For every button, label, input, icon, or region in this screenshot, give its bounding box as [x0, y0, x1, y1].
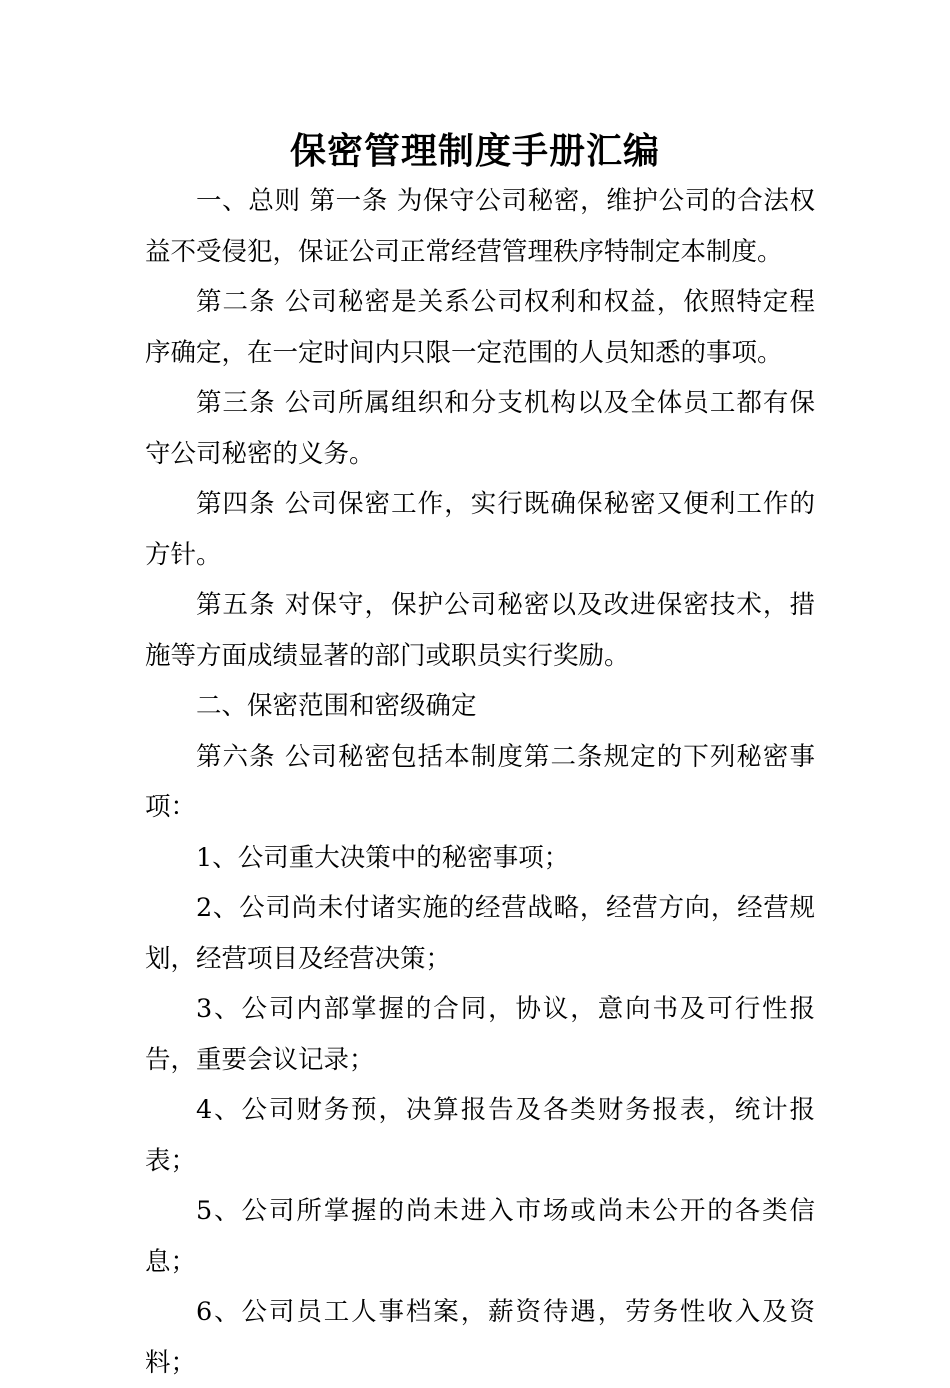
list-item-3: 3、公司内部掌握的合同，协议，意向书及可行性报告，重要会议记录； — [145, 994, 815, 1075]
paragraph-article-5: 第五条 对保守，保护公司秘密以及改进保密技术，措施等方面成绩显著的部门或职员实行奖励。 — [145, 590, 815, 671]
paragraph-general-article-1: 一、总则 第一条 为保守公司秘密，维护公司的合法权益不受侵犯，保证公司正常经营管理秩序特制定本制度。 — [145, 186, 815, 267]
paragraph-article-2: 第二条 公司秘密是关系公司权利和权益，依照特定程序确定，在一定时间内只限一定范围的人员知悉的事项。 — [145, 287, 815, 368]
paragraph-article-4: 第四条 公司保密工作，实行既确保秘密又便利工作的方针。 — [145, 489, 815, 570]
section-heading-scope: 二、保密范围和密级确定 — [196, 691, 477, 721]
list-item-1: 1、公司重大决策中的秘密事项； — [196, 842, 570, 873]
list-item-4: 4、公司财务预，决算报告及各类财务报表，统计报表； — [145, 1095, 815, 1176]
document-body — [145, 176, 815, 1388]
paragraph-article-6: 第六条 公司秘密包括本制度第二条规定的下列秘密事项： — [145, 741, 815, 822]
paragraph-article-3: 第三条 公司所属组织和分支机构以及全体员工都有保守公司秘密的义务。 — [145, 388, 815, 469]
list-item-2: 2、公司尚未付诸实施的经营战略，经营方向，经营规划，经营项目及经营决策； — [145, 893, 815, 974]
list-item-6: 6、公司员工人事档案，薪资待遇，劳务性收入及资料； — [145, 1297, 815, 1378]
list-item-5: 5、公司所掌握的尚未进入市场或尚未公开的各类信息； — [145, 1196, 815, 1277]
document-title: 保密管理制度手册汇编 — [289, 131, 660, 172]
